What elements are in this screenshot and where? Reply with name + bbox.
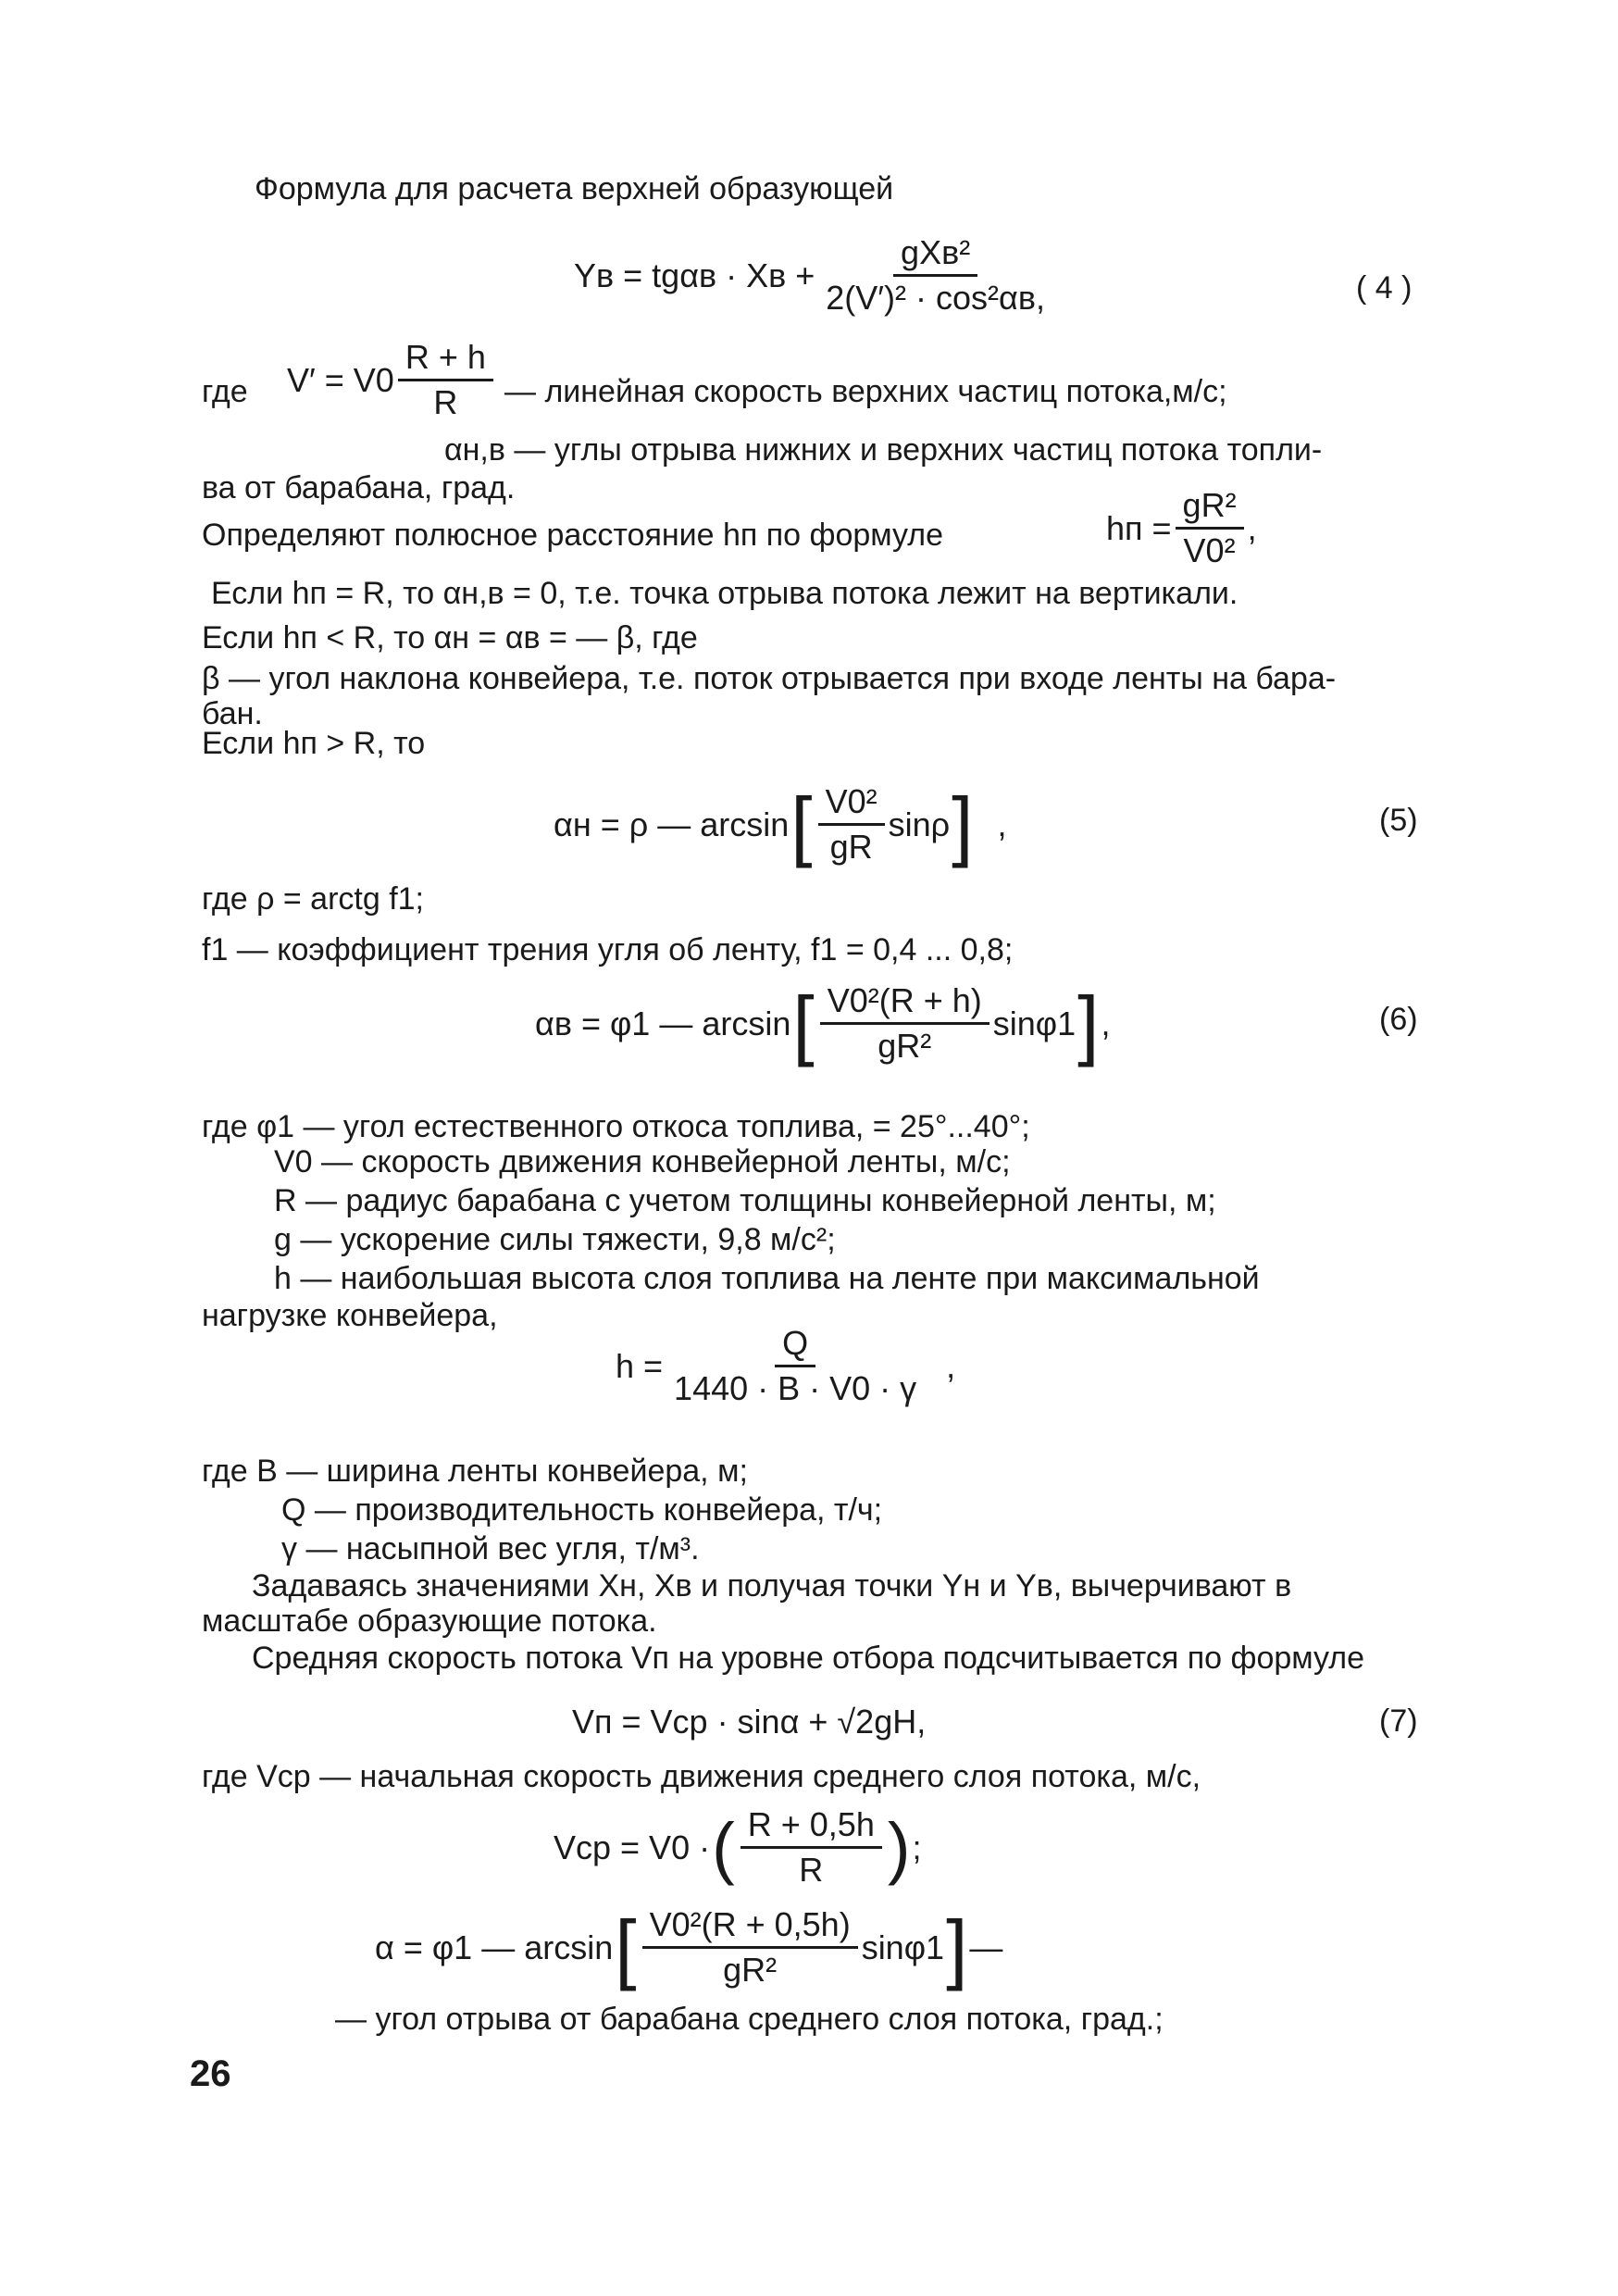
formula-lhs: V′ = V0 — [287, 360, 394, 399]
formula-tail: ; — [912, 1828, 922, 1866]
equation-number: (5) — [1379, 803, 1418, 838]
numerator: R + h — [398, 338, 493, 381]
left-bracket: [ — [790, 780, 813, 868]
text-line: масштабе образующие потока. — [202, 1603, 657, 1639]
text-line: где B — ширина ленты конвейера, м; — [202, 1454, 748, 1489]
formula-tail: sinφ1 — [861, 1928, 945, 1966]
formula-6 — [535, 981, 1111, 1066]
text-line: — линейная скорость верхних частиц потока,м/с; — [504, 374, 1227, 409]
text-line: g — ускорение силы тяжести, 9,8 м/с²; — [274, 1222, 836, 1257]
text-line: нагрузке конвейера, — [202, 1298, 498, 1333]
numerator: V0² — [818, 782, 885, 826]
formula-lhs: Vср = V0 · — [554, 1828, 711, 1866]
formula-lhs: Yв = tgαв · Xв + — [574, 256, 815, 294]
equation-number: (6) — [1379, 1002, 1418, 1037]
fraction — [666, 1324, 924, 1408]
formula-lhs: αн = ρ — arcsin — [554, 805, 790, 843]
formula-5 — [554, 782, 1006, 867]
right-bracket: ] — [1077, 980, 1100, 1067]
denominator: 1440 · B · V0 · γ — [674, 1369, 917, 1407]
formula-lhs: αв = φ1 — arcsin — [535, 1004, 791, 1042]
text-line: h — наибольшая высота слоя топлива на ленте при максимальной — [274, 1261, 1260, 1296]
numerator: V0²(R + h) — [820, 981, 989, 1025]
formula-dash: — — [969, 1928, 1003, 1966]
formula-comma: , — [997, 805, 1007, 843]
text-line: Задаваясь значениями Xн, Xв и получая точки Yн и Yв, вычерчивают в — [252, 1568, 1292, 1603]
text-line: — угол отрыва от барабана среднего слоя потока, град.; — [335, 2002, 1164, 2037]
fraction — [1176, 486, 1244, 570]
formula-hn — [1106, 486, 1257, 570]
fraction — [818, 233, 1052, 318]
text-line: αн,в — углы отрыва нижних и верхних частиц потока топли- — [444, 432, 1323, 468]
formula-h — [616, 1324, 955, 1408]
equation-number: (7) — [1379, 1703, 1418, 1739]
formula-comma: , — [946, 1346, 956, 1385]
text-line: Если hп > R, то — [202, 726, 426, 761]
text-line: Формула для расчета верхней образующей — [255, 171, 894, 206]
denominator: gR² — [877, 1027, 932, 1065]
numerator: gR² — [1176, 486, 1244, 530]
formula-7: Vп = Vср · sinα + √2gH, — [572, 1703, 927, 1741]
formula-4 — [574, 233, 1056, 318]
left-bracket: [ — [615, 1903, 637, 1991]
formula-tail: sinρ — [888, 805, 951, 843]
text-line: V0 — скорость движения конвейерной ленты, м/с; — [274, 1144, 1011, 1179]
text-line: Если hп < R, то αн = αв = — β, где — [202, 620, 698, 655]
text-line: Определяют полюсное расстояние hп по формуле — [202, 518, 944, 553]
right-paren: ) — [887, 1808, 911, 1886]
numerator: gXв² — [893, 233, 977, 277]
formula-v-prime — [287, 338, 497, 422]
denominator: R — [799, 1851, 824, 1889]
formula-vcp — [554, 1805, 922, 1890]
page-number: 26 — [190, 2053, 231, 2094]
fraction — [642, 1905, 858, 1990]
right-bracket: ] — [946, 1903, 968, 1991]
formula-alpha — [375, 1905, 1002, 1990]
left-bracket: [ — [792, 980, 815, 1067]
denominator: V0² — [1183, 531, 1236, 569]
text-line: R — радиус барабана с учетом толщины конвейерной ленты, м; — [274, 1183, 1216, 1218]
fraction — [818, 782, 885, 867]
fraction — [398, 338, 493, 422]
denominator: 2(V′)² · cos²αв, — [826, 279, 1045, 317]
text-line: бан. — [202, 696, 263, 731]
formula-lhs: α = φ1 — arcsin — [375, 1928, 614, 1966]
numerator: V0²(R + 0,5h) — [642, 1905, 858, 1949]
text-line: где φ1 — угол естественного откоса топлива, = 25°...40°; — [202, 1109, 1030, 1144]
formula-lhs: hп = — [1106, 508, 1172, 547]
numerator: R + 0,5h — [741, 1805, 882, 1849]
text-line: где ρ = arctg f1; — [202, 881, 424, 917]
text-line: Q — производительность конвейера, т/ч; — [281, 1492, 883, 1528]
text-line: где Vср — начальная скорость движения среднего слоя потока, м/с, — [202, 1759, 1201, 1794]
text-line: где — [202, 374, 248, 409]
denominator: gR² — [723, 1951, 778, 1989]
text-line: ва от барабана, град. — [202, 470, 516, 505]
right-bracket: ] — [952, 780, 974, 868]
text-line: Если hп = R, то αн,в = 0, т.е. точка отрыва потока лежит на вертикали. — [211, 576, 1238, 611]
formula-tail: , — [1247, 508, 1257, 547]
left-paren: ( — [712, 1808, 735, 1886]
formula-tail: sinφ1 — [992, 1004, 1077, 1042]
text-line: f1 — коэффициент трения угля об ленту, f1 = 0,4 ... 0,8; — [202, 932, 1014, 967]
fraction — [741, 1805, 882, 1890]
fraction — [820, 981, 989, 1066]
denominator: R — [433, 383, 458, 421]
formula-comma: , — [1101, 1004, 1111, 1042]
numerator: Q — [775, 1324, 815, 1367]
denominator: gR — [829, 828, 873, 866]
text-line: γ — насыпной вес угля, т/м³. — [281, 1531, 700, 1566]
formula-lhs: h = — [616, 1346, 664, 1385]
equation-number: ( 4 ) — [1356, 270, 1413, 306]
text-line: Средняя скорость потока Vп на уровне отбора подсчитывается по формуле — [252, 1641, 1365, 1676]
text-line: β — угол наклона конвейера, т.е. поток отрывается при входе ленты на бара- — [202, 661, 1337, 696]
